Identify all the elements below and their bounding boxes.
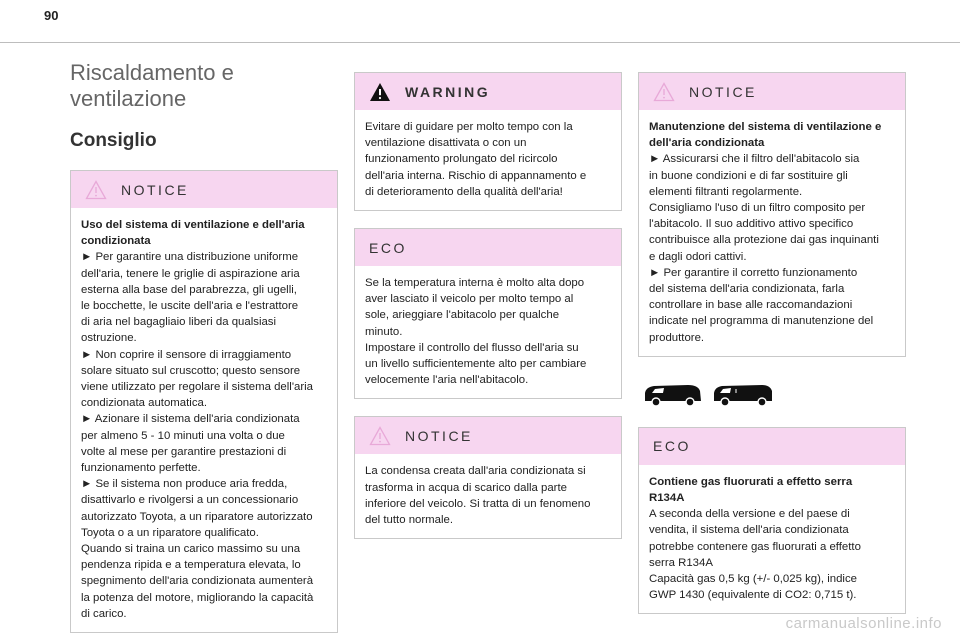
body-line: Uso del sistema di ventilazione e dell'aria <box>81 219 305 231</box>
body-line: dell'aria condizionata <box>649 137 765 150</box>
body-line: volte al mese per garantire prestazioni di <box>81 445 287 458</box>
body-line: un livello sufficientemente alto per cambiare <box>365 358 587 371</box>
body-line: La condensa creata dall'aria condizionata si <box>365 465 586 478</box>
notice-header-label: NOTICE <box>405 427 473 444</box>
body-line: velocemente l'aria nell'abitacolo. <box>365 374 529 387</box>
column-left <box>70 60 338 633</box>
warning-header-label: WARNING <box>405 83 491 100</box>
eco-body <box>355 266 621 398</box>
notice-header-label: NOTICE <box>689 83 757 100</box>
body-line: condizionata automatica. <box>81 397 208 410</box>
body-line: viene utilizzato per regolare il sistema dell'aria <box>81 381 313 394</box>
warning-header <box>355 73 621 110</box>
body-line: funzionamento perfette. <box>81 462 201 475</box>
body-line: Consigliamo l'uso di un filtro composito per <box>649 202 866 215</box>
body-line: Se la temperatura interna è molto alta dopo <box>365 277 585 290</box>
column-middle <box>354 72 622 539</box>
body-line: A seconda della versione e del paese di <box>649 508 850 521</box>
body-line: funzionamento prolungato del ricircolo <box>365 153 558 166</box>
eco-box-fluorinated-gas <box>638 427 906 615</box>
body-line: di aria nel bagagliaio liberi da qualsiasi <box>81 316 277 329</box>
subsection-title: Consiglio <box>70 130 157 151</box>
body-line: Quando si traina un carico massimo su una <box>81 543 301 556</box>
notice-box-condensation <box>354 416 622 539</box>
warning-body <box>355 110 621 210</box>
body-line: produttore. <box>649 331 705 344</box>
eco-box-interior-temp <box>354 228 622 399</box>
notice-body <box>355 454 621 538</box>
body-line: controllare in base alle raccomandazioni <box>649 299 853 312</box>
eco-header-label: ECO <box>369 239 407 256</box>
body-line: GWP 1430 (equivalente di CO2: 0,715 t). <box>649 589 857 602</box>
body-line: elementi filtranti regolarmente. <box>649 185 803 198</box>
van-long-icon <box>712 381 774 409</box>
notice-box-maintenance <box>638 72 906 357</box>
watermark: carmanualsonline.info <box>785 615 942 632</box>
body-line: di deterioramento della qualità dell'aria! <box>365 185 563 198</box>
body-line: ventilazione disattivata o con un <box>365 137 527 150</box>
body-line: per almeno 5 - 10 minuti una volta o due <box>81 429 285 442</box>
section-title-line2: ventilazione <box>70 86 187 111</box>
body-line: condizionata <box>81 235 151 248</box>
body-line: del sistema dell'aria condizionata, farla <box>649 283 845 296</box>
body-line: dell'aria, tenere le griglie di aspirazione aria <box>81 267 300 280</box>
body-line: dell'aria interna. Rischio di appannamento e <box>365 169 587 182</box>
body-line: potrebbe contenere gas fluorurati a effetto <box>649 540 861 553</box>
body-line: ► Azionare il sistema dell'aria condizionata <box>81 413 300 426</box>
vehicle-icons <box>642 381 906 409</box>
body-line: ostruzione. <box>81 332 137 345</box>
body-line: Evitare di guidare per molto tempo con la <box>365 121 573 133</box>
body-line: trasforma in acqua di scarico dalla parte <box>365 481 567 494</box>
body-line: serra R134A <box>649 556 713 569</box>
warning-triangle-icon <box>653 82 675 102</box>
eco-header-label: ECO <box>653 438 691 455</box>
column-right <box>638 72 906 614</box>
body-line: R134A <box>649 492 685 505</box>
section-title <box>70 60 338 112</box>
warning-triangle-icon <box>369 426 391 446</box>
body-line: Manutenzione del sistema di ventilazione e <box>649 121 882 133</box>
body-line: solare situato sul cruscotto; questo sensore <box>81 364 301 377</box>
body-line: in buone condizioni e di far sostituire gli <box>649 169 848 182</box>
body-line: spegnimento dell'aria condizionata aumenterà <box>81 575 314 588</box>
body-line: ► Per garantire il corretto funzionamento <box>649 266 858 279</box>
body-line: vendita, il sistema dell'aria condizionata <box>649 524 849 537</box>
body-line: e dagli odori cattivi. <box>649 250 747 263</box>
body-line: del tutto normale. <box>365 514 454 527</box>
notice-header <box>355 417 621 454</box>
page-number: 90 <box>44 8 59 23</box>
body-line: inferiore del veicolo. Si tratta di un fenomeno <box>365 497 591 510</box>
body-line: ► Non coprire il sensore di irraggiamento <box>81 348 292 361</box>
body-line: esterna alla base del parabrezza, gli ugelli, <box>81 283 297 296</box>
notice-header <box>71 171 337 208</box>
body-line: di carico. <box>81 607 127 620</box>
body-line: ► Per garantire una distribuzione uniforme <box>81 251 299 264</box>
eco-header <box>639 428 905 465</box>
body-line: le bocchette, le uscite dell'aria e l'estrattore <box>81 300 299 313</box>
warning-triangle-icon <box>369 82 391 102</box>
warning-triangle-icon <box>85 180 107 200</box>
body-line: Toyota o a un riparatore qualificato. <box>81 526 259 539</box>
header-divider <box>0 42 960 43</box>
notice-header-label: NOTICE <box>121 181 189 198</box>
van-short-icon <box>642 381 704 409</box>
body-line: aver lasciato il veicolo per molto tempo al <box>365 293 574 306</box>
eco-body <box>639 465 905 614</box>
body-line: ► Se il sistema non produce aria fredda, <box>81 478 288 491</box>
notice-header <box>639 73 905 110</box>
body-line: pendenza ripida e a temperatura elevata, lo <box>81 559 301 572</box>
warning-box <box>354 72 622 211</box>
body-line: autorizzato Toyota, a un riparatore autorizzato <box>81 510 313 523</box>
body-line: contribuisce alla protezione dai gas inquinanti <box>649 234 879 247</box>
body-line: Contiene gas fluorurati a effetto serra <box>649 475 853 488</box>
body-line: disattivarlo e rivolgersi a un concessionario <box>81 494 299 507</box>
body-line: ► Assicurarsi che il filtro dell'abitacolo sia <box>649 153 860 166</box>
body-line: Capacità gas 0,5 kg (+/- 0,025 kg), indice <box>649 573 857 586</box>
eco-header <box>355 229 621 266</box>
body-line: minuto. <box>365 325 403 338</box>
body-line: la potenza del motore, migliorando la capacità <box>81 591 314 604</box>
body-line: sole, arieggiare l'abitacolo per qualche <box>365 309 560 322</box>
body-line: indicate nel programma di manutenzione del <box>649 315 874 328</box>
notice-body <box>639 110 905 356</box>
body-line: l'abitacolo. Il suo additivo attivo specifico <box>649 218 854 231</box>
notice-body <box>71 208 337 632</box>
notice-box-ventilation-use <box>70 170 338 633</box>
body-line: Impostare il controllo del flusso dell'aria su <box>365 341 579 354</box>
section-title-line1: Riscaldamento e <box>70 60 234 85</box>
